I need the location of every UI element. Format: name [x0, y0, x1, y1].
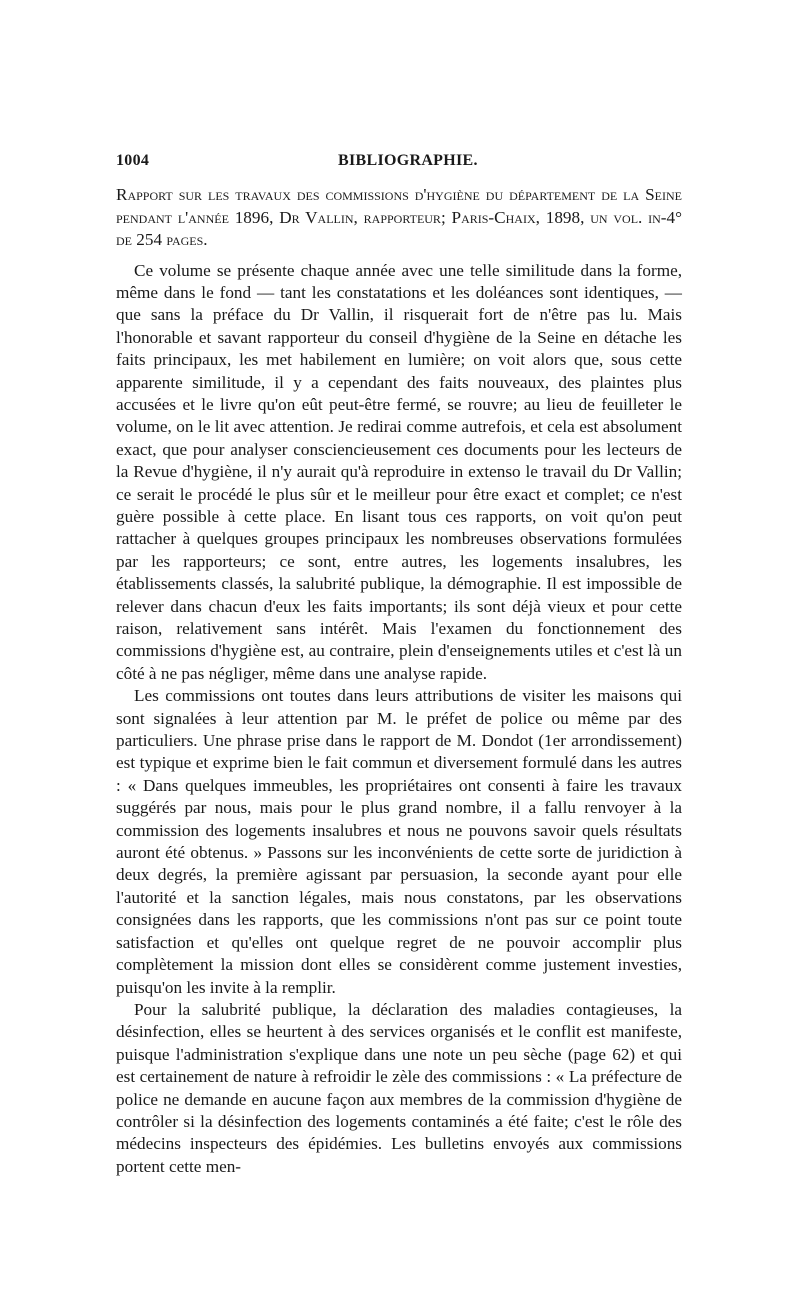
review-heading [116, 184, 682, 252]
page-number: 1004 [116, 152, 150, 169]
book-page [116, 150, 682, 1178]
body-paragraph-2: Les commissions ont toutes dans leurs attributions de visiter les maisons qui sont signalées à leur attention par M. le préfet de police ou même par des particuliers. Une phrase prise dans le rapport de M. Dondot (1er arrondissement) est typique et exprime bien le fait commun et diversement formulé dans les autres : « Dans quelques immeubles, les propriétaires ont consenti à faire les travaux suggérés par nous, mais pour le plus grand nombre, il a fallu renvoyer à la commission des logements insalubres et nous ne pouvons savoir quels résultats auront été obtenus. » Passons sur les inconvénients de cette sorte de juridiction à deux degrés, la première agissant par persuasion, la seconde ayant pour elle l'autorité et la sanction légales, mais nous constatons, par les observations consignées dans les rapports, que les commissions n'ont pas sur ce point toute satisfaction et qu'elles ont quelque regret de ne pouvoir accomplir plus complètement la mission dont elles se considèrent comme justement investies, puisqu'on les invite à la remplir. [116, 686, 682, 997]
body-paragraph-1: Ce volume se présente chaque année avec une telle similitude dans la forme, même dans le fond — tant les constatations et les doléances sont identiques, — que sans la préface du Dr Vallin, il risquerait fort de n'être pas lu. Mais l'honorable et savant rapporteur du conseil d'hygiène de la Seine en détache les faits principaux, les met habilement en lumière; on voit alors que, sous cette apparente similitude, il y a cependant des faits nouveaux, des plaintes plus accusées et le livre qu'on eût peut-être fermé, se rouvre; au lieu de feuilleter le volume, on le lit avec attention. Je redirai comme autrefois, et cela est absolument exact, que pour analyser consciencieusement ces documents pour les lecteurs de la Revue d'hygiène, il n'y aurait qu'à reproduire in extenso le travail du Dr Vallin; ce serait le procédé le plus sûr et le meilleur pour être exact et complet; ce n'est guère possible à cette place. En lisant tous ces rapports, on voit qu'on peut rattacher à quelques groupes principaux les nombreuses observations formulées par les rapporteurs; ce sont, entre autres, les logements insalubres, les établissements classés, la salubrité publique, la démographie. Il est impossible de relever dans chacun d'eux les faits importants; ils sont déjà vieux et pour cette raison, relativement sans intérêt. Mais l'examen du fonctionnement des commissions d'hygiène est, au contraire, plein d'enseignements utiles et c'est là un côté à ne pas négliger, même dans une analyse rapide. [116, 260, 682, 683]
running-head [116, 150, 682, 174]
body-paragraph-3: Pour la salubrité publique, la déclaration des maladies contagieuses, la désinfection, elles se heurtent à des services organisés et le conflit est manifeste, puisque l'administration s'explique dans une note un peu sèche (page 62) et qui est certainement de nature à refroidir le zèle des commissions : « La préfecture de police ne demande en aucune façon aux membres de la commission d'hygiène de contrôler si la désinfection des logements contaminés a été faite; c'est le rôle des médecins inspecteurs des épidémies. Les bulletins envoyés aux commissions portent cette men- [116, 999, 682, 1176]
section-title: BIBLIOGRAPHIE. [338, 152, 478, 169]
review-heading-text: Rapport sur les travaux des commissions d'hygiène du département de la Seine pendant l'année 1896, Dr Vallin, rapporteur; Paris-Chaix, 1898, un vol. in-4° de 254 pages. [116, 185, 682, 249]
